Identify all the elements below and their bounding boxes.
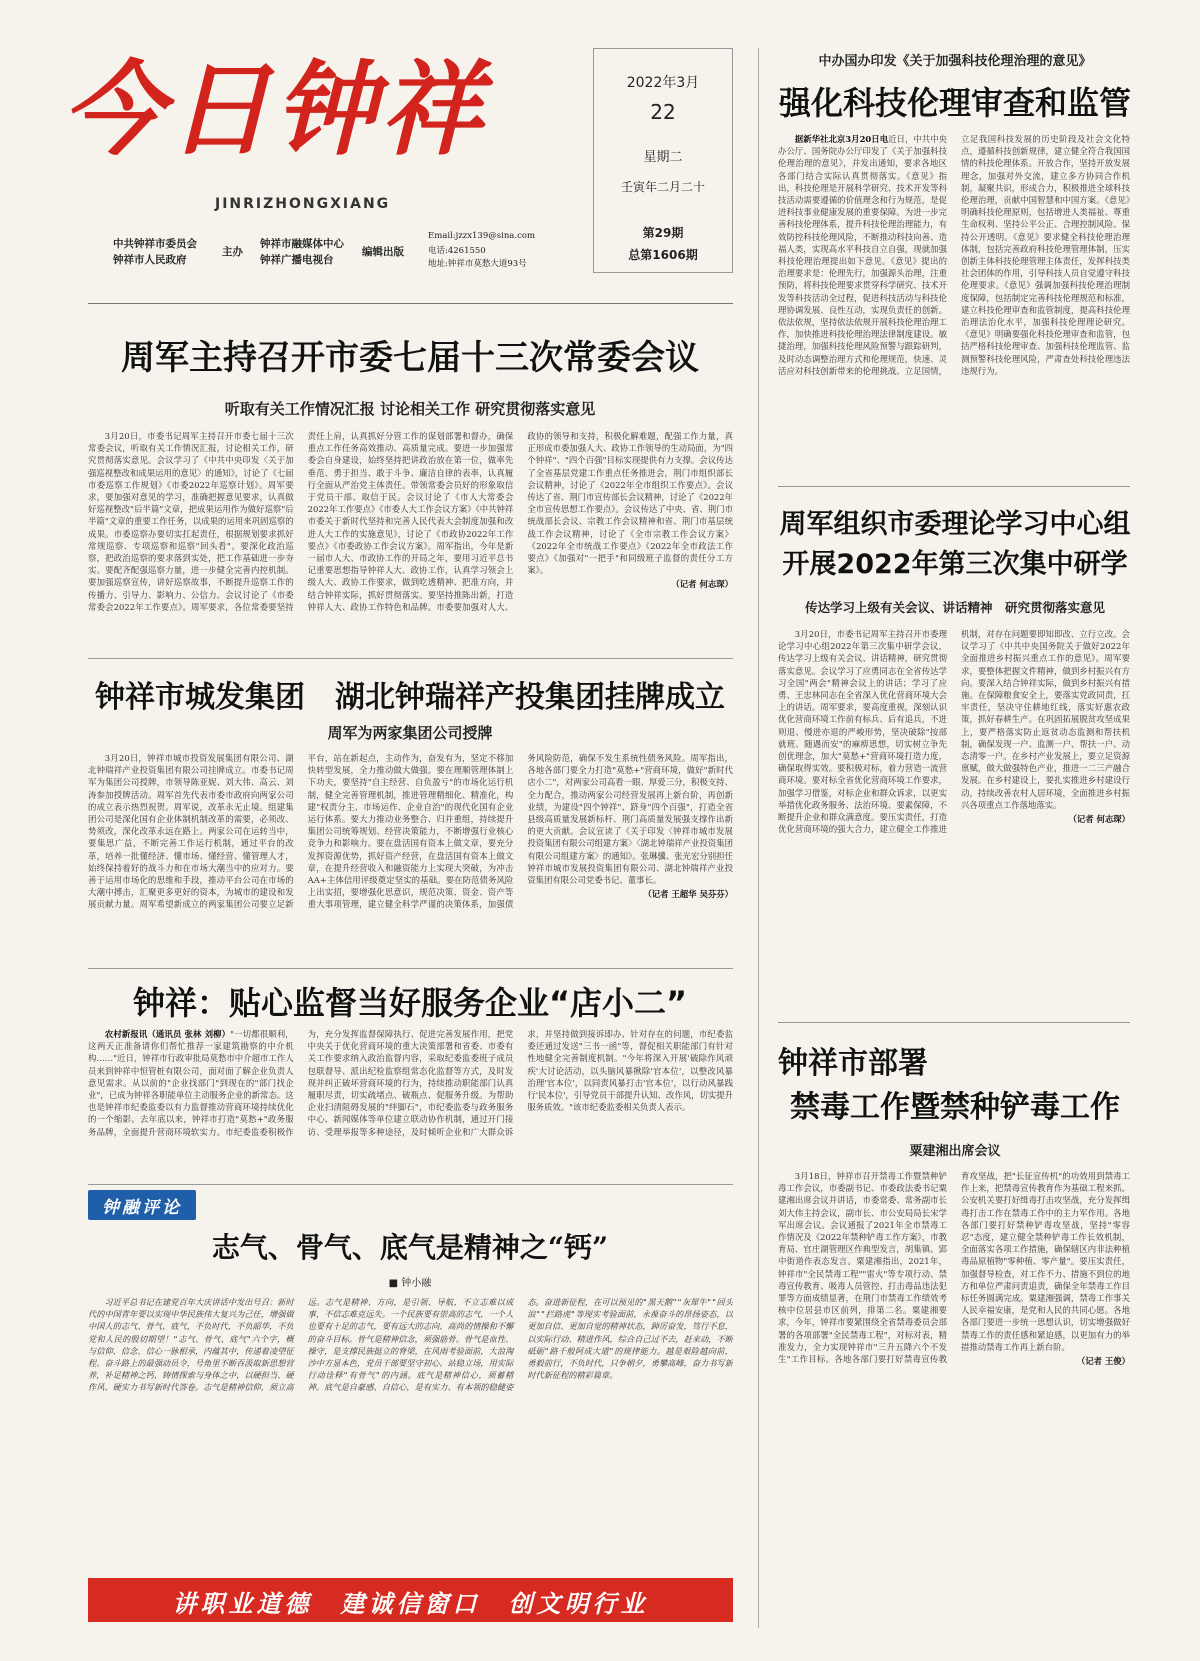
article1-reporter: （记者 何志琛） [671,579,733,590]
right2-rule [778,1022,1130,1023]
masthead-logo: 今日钟祥 [62,50,486,170]
org-line-2: 钟祥市人民政府 [113,254,187,266]
commentary-author: ■ 钟小融 [388,1278,432,1289]
slogan-text: 讲职业道德 建诚信窗口 创文明行业 [172,1589,649,1618]
masthead-rule [88,303,733,304]
article1-headline: 周军主持召开市委七届十三次常委会议 [121,338,699,378]
publish-label: 编辑出版 [362,246,404,258]
article3-rule [88,1184,733,1185]
right3-text: 3月18日，钟祥市召开禁毒工作暨禁种铲毒工作会议，市委副书记、市委政法委书记粟建湘出席会议并讲话，市委常委、常务副市长刘大伟主持会议，副市长、市公安局局长宋学军出席会议。会议通报了2021年全市禁毒工作情况及《2022年禁种铲毒工作方案》，市教育局、官庄湖管理区作典型发言，胡集镇、郢中街道作表态发言。粟建湘指出，2021年，钟祥市"全民禁毒工程""雷火"等专项行动、禁毒宣传教育、吸毒人员管控、打击毒品违法犯罪等方面成绩显著，在荆门市禁毒工作绩效考核中位居县市区前列，排第二名。粟建湘要求，今年，钟祥市要紧围绕全省禁毒委员会部署的各项部署"全民禁毒工程"，对标对表，精准发力，全力实现钟祥市"三升五降六个不发生"工作目标。各地各部门要打好禁毒宣传教育攻坚战，把"长征宣传机"的功效用到禁毒工作上来，把禁毒宣传教育作为基础工程来抓。公安机关要打好缉毒打击攻坚战，充分发挥缉毒打击工作在禁毒工作中的主力军作用。各地各部门要打好禁种铲毒攻坚战，坚持"零容忍"态度，建立健全禁种铲毒工作长效机制，全面落实各项工作措施，确保辖区内非法种植毒品原植物"零种植、零产量"。要压实责任，加强督导检查，对工作不力、措施不到位的地方和单位严肃问责追责，确保全年禁毒工作目标任务圆满完成。粟建湘强调，禁毒工作事关人民幸福安康，是党和人民的共同心愿。各地各部门要进一步统一思想认识，切实增强做好禁毒工作的责任感和紧迫感，以更加有力的举措推动禁毒工作再上新台阶。 [778,1171,1130,1365]
right2-reporter: （记者 何志琛） [1068,814,1130,825]
article2-rule [88,968,733,969]
right1-text-body: 近日，中共中央办公厅、国务院办公厅印发了《关于加强科技伦理治理的意见》，并发出通知，要求各地区各部门结合实际认真贯彻落实。《意见》指出，科技伦理是开展科学研究、技术开发等科技活动需要遵循的价值理念和行为规范，是促进科技事业健康发展的重要保障。为进一步完善科技伦理体系，提升科技伦理治理能力，有效防控科技伦理风险，不断推动科技向善、造福人类，实现高水平科技自立自强，现就加强科技伦理治理提出如下意见。《意见》提出的治理要求是：伦理先行，加强源头治理，注重预防，将科技伦理要求贯穿科学研究、技术开发等科技活动全过程，促进科技活动与科技伦理协调发展、良性互动，实现负责任的创新。依法依规，坚持依法依规开展科技伦理治理工作，加快推进科技伦理治理法律制度建设。敏捷治理，加强科技伦理风险预警与跟踪研判，及时动态调整治理方式和伦理规范，快速、灵活应对科技创新带来的伦理挑战。立足国情，立足我国科技发展的历史阶段及社会文化特点，遵循科技创新规律，建立健全符合我国国情的科技伦理体系。开放合作，坚持开放发展理念，加强对外交流，建立多方协同合作机制，凝聚共识，形成合力，积极推进全球科技伦理治理，贡献中国智慧和中国方案。《意见》明确科技伦理原则，包括增进人类福祉、尊重生命权利、坚持公平公正、合理控制风险、保持公开透明。《意见》要求健全科技伦理治理体制，包括完善政府科技伦理管理体制，压实创新主体科技伦理管理主体责任，发挥科技类社会团体的作用，引导科技人员自觉遵守科技伦理要求。《意见》强调加强科技伦理治理制度保障，包括制定完善科技伦理规范和标准，建立科技伦理审查和监管制度，提高科技伦理治理法治化水平，加强科技伦理理论研究。《意见》明确要强化科技伦理审查和监管，包括严格科技伦理审查、加强科技伦理监管、监测预警科技伦理风险，严肃查处科技伦理违法违规行为。 [778,134,1130,376]
article1-text: 3月20日，市委书记周军主持召开市委七届十三次常委会议，听取有关工作情况汇报，讨论相关工作，研究贯彻落实意见。会议学习了《中共中央印发〈关于加强巡视整改和成果运用的意见〉的通知》，讨论了《七届市委巡察工作规划》《市委2022年巡察计划》。周军要求，要加强对意见的学习，准确把握意见要求，认真做好巡视整改"后半篇"文章，把成果运用作为做好巡察"后半篇"文章的重要工作任务，以成果的运用来巩固巡察的成果。市委巡察办要切实扛起责任，根据规划要求抓好常规巡察、专项巡察和巡察"回头看"。要深化政治巡察，把政治巡察的要求落到实处，把工作基础进一步夯实。要配齐配强巡察力量，进一步健全完善内控机制。要加强巡察宣传，讲好巡察故事，不断提升巡察工作的传播力、引导力、影响力、公信力。会议讨论了《市委常委会2022年工作要点》。周军要求，各位常委要坚持责任上肩，认真抓好分管工作的谋划部署和督办，确保重点工作任务高效推动、高质量完成。要进一步加强常委会自身建设，始终坚持把讲政治放在第一位，做率先垂范、勇于担当、敢于斗争、廉洁自律的表率，认真履行全面从严治党主体责任。带领常委会员好的形象取信于党员干部、取信于民。会议讨论了《市人大常委会2022年工作要点》《市委人大工作会议方案》《中共钟祥市委关于新时代坚持和完善人民代表大会制度加强和改进人大工作的实施意见》，讨论了《市政协2022年工作要点》《市委政协工作会议方案》。周军指出，今年是新一届市人大、市政协工作的开局之年，要用习近平总书记重要思想指导钟祥人大、政协工作，认真学习领会上级人大、政协工作要求，做到吃透精神、把准方向，并结合钟祥实际，抓好贯彻落实。要坚持推陈出新，打造钟祥人大、政协工作特色和品牌。市委要加强对人大、政协的领导和支持，积极化解难题，配强工作力量，真正形成市委加强人大、政协工作领导的生动局面，为"四个钟祥"、"四个百强"目标实现提供有力支撑。会议传达了全省基层党建工作重点任务推进会，荆门市组织部长会议精神，讨论了《2022年全市组织工作要点》。会议传达了省、荆门市宣传部长会议精神，讨论了《2022年全市宣传思想工作要点》。会议传达了中央、省、荆门市统战部长会议、宗教工作会议精神和省、荆门市基层统战工作会议精神，讨论了《全市宗教工作会议方案》《2022年全市统战工作要点》《2022年全市政法工作要点》《加强对"一把手"和同级班子监督的责任分工方案》。 [88,431,733,612]
article1-subtitle: 听取有关工作情况汇报 讨论相关工作 研究贯彻落实意见 [224,400,596,418]
date-yearmonth: 2022年3月 [626,75,700,91]
right2-subtitle: 传达学习上级有关会议、讲话精神 研究贯彻落实意见 [804,600,1105,615]
right2-body [778,628,1130,1008]
article3-headline: 钟祥：贴心监督当好服务企业“店小二” [132,984,688,1022]
right2-text: 3月20日，市委书记周军主持召开市委理论学习中心组2022年第三次集中研学会议，传达学习上级有关会议、讲话精神，研究贯彻落实意见。会议学习了应勇同志在全省传达学习全国"两会"精神会议上的讲话；学习了应勇、王忠林同志在全省深入优化营商环境大会上的讲话。周军要求，要高度重视，深刻认识优化营商环境工作前有标兵、后有追兵，不进则退、慢进亦退的严峻形势，坚决破除"按部就班、随遇而安"的麻痹思想，切实树立争先创优理念，加大"莫愁+"营商环境打造力度，确保取得实效。要积极对标，着力营造一流营商环境。要对标全省优化营商环境工作要求，加强学习借鉴，对标企业和群众诉求，以更实举措优化政务服务、法治环境、要素保障，不断提升企业和群众满意度。要压实责任，打造优化营商环境的强大合力，建立健全工作推进机制，对存在问题要即知即改、立行立改。会议学习了《中共中央国务院关于做好2022年全面推进乡村振兴重点工作的意见》。周军要求，要整体把握文件精神，做到乡村振兴有方向。要深入结合钟祥实际，做到乡村振兴有措施。在保障粮食安全上，要落实党政同责，扛牢责任，坚决守住耕地红线，落实好惠农政策，抓好春耕生产。在巩固拓展脱贫攻坚成果上，要严格落实防止返贫动态监测和帮扶机制，确保发现一户、监测一户、帮扶一户、动态清零一户。在乡村产业发展上，要立足资源禀赋，做大做强特色产业，推进一二三产融合发展。在乡村建设上，要扎实推进乡村建设行动，持续改善农村人居环境，全面推进乡村振兴各项重点工作落地落实。 [778,629,1130,835]
right2-headline-line2: 开展2022年第三次集中研学 [782,549,1128,580]
article2-body [88,752,733,962]
commentary-headline: 志气、骨气、底气是精神之“钙” [211,1231,609,1264]
article3-text-body: "一切都很顺利，这两天正准备请你们帮忙推荐一家建筑勘察的中介机构……"近日，钟祥市行政审批局莫愁市中介超市工作人员来到钟祥中恒管桩有限公司，面对面了解企业负责人意见需求。从以前的"企业找部门"到现在的"部门找企业"，已成为钟祥各职能单位主动服务企业的新常态。这也是钟祥市纪委监委以有力监督推动营商环境持续优化的一个缩影。去年底以来，钟祥市打造"莫愁+"政务服务品牌，全面提升营商环境软实力。市纪委监委积极作为，充分发挥监督保障执行、促进完善发展作用，把党中央关于优化营商环境的重大决策部署和省委、市委有关工作要求纳入政治监督内容，采取纪委监委班子成员包联督导、派出纪检监察组常态化监督等方式，及时发现并纠正破坏营商环境的行为，持续推动职能部门认真履职尽责，切实疏堵点、破瓶点、促服务升级。为帮助企业扫清阻碍发展的"绊脚石"，市纪委监委与政务服务中心、新闻媒体等单位建立联动协作机制，通过开门接访、受理举报等多种途径，及时倾听企业和广大群众诉求，并坚持做到接诉即办、针对存在的问题，市纪委监委还通过发送"三书一函"等，督促相关职能部门有针对性地健全完善制度机制。"今年将深入开展'破除作风顽疾'大讨论活动，以头脑风暴揪除'官本位'，以整改风暴治理'官本位'，以同责风暴打击'官本位'，以行动风暴践行'民本位'，引导党员干部提升认知、改作风，切实提升服务质效。"该市纪委监委相关负责人表示。 [88,1029,733,1137]
date-weekday: 星期二 [643,150,683,165]
right2-headline-line1: 周军组织市委理论学习中心组 [779,509,1131,540]
article2-text: 3月20日，钟祥市城市投资发展集团有限公司、湖北钟瑞祥产业投资集团有限公司挂牌成立。市委书记周军为集团公司授牌，市领导陈亚妮、刘大伟、高云、刘涛参加授牌活动。周军首先代表市委市政府向两家公司的成立表示热烈祝贺。周军说，改革永无止境。组建集团公司是深化国有企业体制机制改革的需要，必须改、势须改，深化改革永远在路上。两家公司在运转当中，要集思广益，不断完善工作运行机制，通过平台的改革，培养一批懂经济、懂市场、懂经营、懂管理人才，始终保持着好的战斗力和在市场大潮当中的应对力。要善于运用市场化的思维和手段，推动平台公司在市场的大潮中搏击，汇聚更多更好的资本，为城市的建设和发展贡献力量。周军希望新成立的两家集团公司要立足新平台，站在新起点，主动作为，奋发有为，坚定不移加快转型发展，全力推动做大做强。要在理顺管理体制上下功夫，要坚持"自主经营、自负盈亏"的市场化运行机制，健全完善管理机制，推进管理精细化、精准化，构建"权责分主、市场运作、企业自治"的现代化国有企业运行体系。要大力推动业务整合、归并重组，持续提升集团公司统筹规划、经营决策能力，不断增强行业核心竞争力和影响力。要在盘活国有资本上做文章，要充分发挥资源优势，抓好资产经营，在盘活国有资本上做文章，在提升经营收入和融资能力上实现大突破，为冲击AA+主体信用评级奠定坚实的基础。要在防范债务风险上出实招，要增强化思意识，规范决策、资金、资产等重大事项管理，建立健全科学严谨的决策体系，加强债务风险防范，确保不发生系统性债务风险。周军指出，各地各部门要全力打造"莫愁+"营商环境，做好"新时代店小二"，对两家公司高看一眼、厚爱三分，积极支持、全力配合，推动两家公司经营发展再上新台阶，再创新业绩，为建设"四个钟祥"、跻身"四个百强"，打造全省县级高质量发展新标杆、荆门高质量发展强支撑作出新的更大贡献。会议宣读了《关于印发〈钟祥市城市发展投资集团有限公司组建方案〉〈湖北钟瑞祥产业投资集团有限公司组建方案〉的通知》。张琳骥、张光宏分别担任钟祥市城市发展投资集团有限公司、湖北钟瑞祥产业投资集团有限公司党委书记、董事长。 [88,753,733,910]
org-line-1: 中共钟祥市委员会 [113,238,197,250]
right1-body [778,133,1130,473]
contact-email: Email:jzzx139@sina.com [428,231,536,241]
right3-headline-line1: 钟祥市部署 [778,1046,928,1081]
column-divider [758,48,759,1628]
right3-reporter: （记者 王俊） [1076,1356,1130,1367]
right3-headline-line2: 禁毒工作暨禁种铲毒工作 [790,1090,1120,1125]
masthead-pinyin: JINRIZHONGXIANG [215,196,391,212]
article1-rule [88,658,733,659]
contact-phone: 电话:4261550 [428,246,486,256]
center-line-1: 钟祥市融媒体中心 [260,238,344,250]
right1-byline: 据新华社北京3月20日电 [794,134,889,144]
right1-rule [778,486,1130,487]
right3-subtitle: 粟建湘出席会议 [909,1144,1001,1159]
article3-text [88,1028,733,1138]
host-label: 主办 [222,246,243,258]
article2-subtitle: 周军为两家集团公司授牌 [327,724,493,742]
date-lunar: 壬寅年二月二十 [620,180,705,194]
article3-byline: 农村新报讯（通讯员 张林 刘柳） [104,1029,231,1039]
right1-text [778,133,1130,377]
contact-address: 地址:钟祥市莫愁大道93号 [428,259,527,269]
article2-headline: 钟祥市城发集团 湖北钟瑞祥产投集团挂牌成立 [95,680,725,715]
article3-body [88,1028,733,1178]
right1-kicker: 中办国办印发《关于加强科技伦理治理的意见》 [818,54,1092,69]
article2-reporter: （记者 王超华 吴芬芬） [643,889,733,900]
commentary-column-label: 钟融评论 [102,1198,182,1218]
commentary-body [88,1296,733,1568]
date-day: 22 [650,100,676,124]
commentary-text: 习近平总书记在建党百年大庆讲话中发出号召：新时代的中国青年要以实现中华民族伟大复兴为己任，增强做中国人的志气、骨气、底气，不负时代，不负韶华，不负党和人民的殷切期望！"志气、骨气、底气"六个字，概与信仰、信念、信心一脉相承，内蕴其中，传递着凌望征程、奋斗路上的最强动员令，号角里不断吞汲取新思想营养，补足精神之钙，铸情探索与身体之中，以硬担当、硬作风、硬实力书写新时代答卷。志气是精神信仰，须立高远。志气是精神、方向，是引领、导航，不立志难以成事，不信志难克远失。一个民族要有崇高的志气，一个人也要有十足的志气，要有远大的志向、高尚的情操和不懈的奋斗目标。骨气是精神信念，须强筋骨。骨气是血性、操守，是支撑民族挺立的脊梁，在风雨考验面前，大浪淘沙中方显本色，党员干部要坚守初心、站稳立场，用实际行动诠释"有骨气"的内涵。底气是精神信心，须蓄精神。底气是自豪感、自信心，是有实力、有本领的稳健姿态。奋进新征程，在可以预见的"黑天鹅""灰犀牛""回头浪""拦路虎"等现实考验面前，永葆奋斗的昂扬姿态，以更加自信、更加自觉的精神状态，踔厉奋发，笃行不怠，以实际行动、精进作风，综合自己过不去，赶来动，不断砥砺"路千般阿成大道"的规律能力。越是艰险越向前，勇毅前行，不负时代，只争朝夕，勇攀高峰，奋力书写新时代新征程的精彩篇章。 [88,1297,733,1393]
issue-total: 总第1606期 [628,248,698,262]
right3-body [778,1170,1130,1625]
issue-number: 第29期 [642,226,684,240]
right1-headline: 强化科技伦理审查和监管 [778,84,1131,122]
article1-body [88,430,733,652]
center-line-2: 钟祥广播电视台 [260,254,334,266]
